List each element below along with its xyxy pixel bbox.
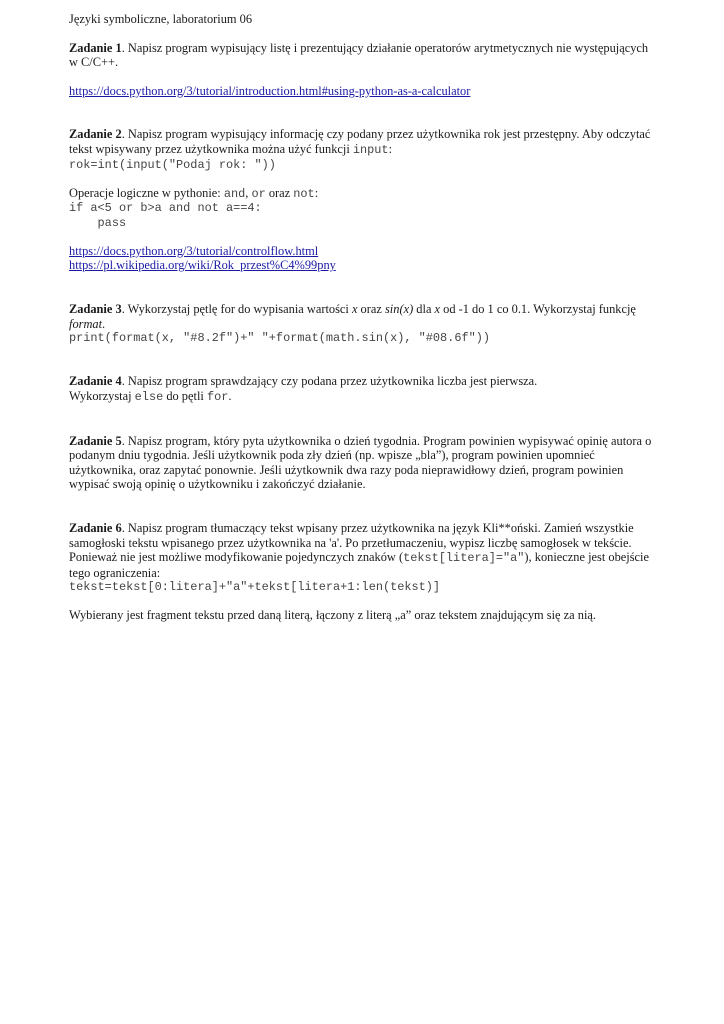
task-6-text-b: ), konieczne jest obejście tego ograniczenia: bbox=[69, 550, 649, 580]
task-2-colon: : bbox=[314, 185, 319, 200]
task-6-label: Zadanie 6 bbox=[69, 520, 122, 535]
task-2-link-1[interactable]: https://docs.python.org/3/tutorial/controlflow.html bbox=[69, 243, 319, 258]
task-6-note: Wybierany jest fragment tekstu przed daną literą, łączony z literą „a” oraz tekstem znajdującym się za nią. bbox=[69, 608, 596, 623]
task-2-kw-and: and bbox=[223, 186, 246, 201]
task-2-label: Zadanie 2 bbox=[69, 127, 122, 142]
task-3-text-d: od -1 do 1 co 0.1. Wykorzystaj funkcję bbox=[440, 301, 636, 316]
task-3-fn-sin: sin(x) bbox=[384, 301, 414, 316]
task-6-code-inline: tekst[litera]="a" bbox=[403, 551, 525, 566]
task-6-code: tekst=tekst[0:litera]+"a"+tekst[litera+1:len(tekst)] bbox=[69, 580, 441, 595]
task-2-sep: , bbox=[245, 185, 252, 200]
task-1-label: Zadanie 1 bbox=[69, 40, 122, 55]
task-2-input-keyword: input bbox=[352, 142, 389, 157]
task-3-paragraph bbox=[69, 302, 655, 331]
task-2-logic-prefix: Operacje logiczne w pythonie: bbox=[69, 185, 224, 200]
task-4-kw-for: for bbox=[206, 389, 229, 404]
task-5-label: Zadanie 5 bbox=[69, 433, 122, 448]
task-4-text-b: Wykorzystaj bbox=[69, 388, 135, 403]
task-4-text-a: . Napisz program sprawdzający czy podana przez użytkownika liczba jest pierwsza. bbox=[121, 374, 538, 389]
task-1-text: . Napisz program wypisujący listę i prezentujący działanie operatorów arytmetycznych nie występujących w C/C++. bbox=[69, 40, 649, 70]
task-3-code: print(format(x, "#8.2f")+" "+format(math.sin(x), "#08.6f")) bbox=[69, 331, 490, 346]
task-4-text-c: do pętli bbox=[163, 388, 207, 403]
task-4-line-2 bbox=[69, 389, 655, 405]
task-2-paragraph bbox=[69, 127, 655, 157]
task-3-var-x: x bbox=[351, 301, 358, 316]
task-4-text-d: . bbox=[228, 388, 232, 403]
task-2-oraz: oraz bbox=[265, 185, 294, 200]
task-5-text: . Napisz program, który pyta użytkownika o dzień tygodnia. Program powinien wypisywać opinię autora o podanym dniu tygodnia. Jeśli użytkownik poda zły dzień (np. wpisze „bla”), program powinien upomnieć użytkownika, oraz zapytać ponownie. Jeśli użytkownik dwa razy poda nieprawidłowy dzień, program powinien wypisać swoją opinię o użytkowniku i zakończyć działanie. bbox=[69, 433, 652, 492]
task-2-code-2: if a<5 or b>a and not a==4: bbox=[69, 201, 262, 216]
task-1-link[interactable]: https://docs.python.org/3/tutorial/introduction.html#using-python-as-a-calculator bbox=[69, 83, 471, 98]
task-2-code-1: rok=int(input("Podaj rok: ")) bbox=[69, 157, 276, 172]
task-3-label: Zadanie 3 bbox=[69, 301, 122, 316]
task-6-text-a: . Napisz program tłumaczący tekst wpisany przez użytkownika na język Kli**oński. Zamień wszystkie samogłoski tekstu wpisanego przez użytkownika na 'a'. Po przetłumaczeniu, wypisz liczbę samogłosek w tekście. Ponieważ nie jest możliwe modyfikowanie pojedynczych znaków ( bbox=[69, 520, 634, 565]
task-1-paragraph bbox=[69, 41, 655, 70]
task-4-label: Zadanie 4 bbox=[69, 374, 122, 389]
document-title: Języki symboliczne, laboratorium 06 bbox=[69, 12, 253, 26]
task-2-text-a: . Napisz program wypisujący informację czy podany przez użytkownika rok jest przestępny. Aby odczytać tekst wpisywany przez użytkownika można użyć funkcji bbox=[69, 127, 651, 156]
task-2-kw-or: or bbox=[251, 186, 266, 201]
document-content bbox=[69, 12, 655, 623]
task-2-text-b: : bbox=[388, 141, 393, 156]
task-2-code-3: pass bbox=[69, 215, 127, 230]
task-2-kw-not: not bbox=[293, 186, 315, 201]
task-3-text-e: . bbox=[102, 316, 106, 331]
task-2-link-2[interactable]: https://pl.wikipedia.org/wiki/Rok_przest%C4%99pny bbox=[69, 258, 336, 273]
task-3-text-b: oraz bbox=[357, 301, 385, 316]
task-3-text-c: dla bbox=[413, 301, 435, 316]
task-3-var-x2: x bbox=[434, 301, 441, 316]
task-2-logic-line bbox=[69, 186, 655, 202]
task-3-text-a: . Wykorzystaj pętlę for do wypisania wartości bbox=[121, 301, 352, 316]
task-3-fn-format: format bbox=[69, 316, 103, 331]
task-4-kw-else: else bbox=[134, 389, 164, 404]
task-5-paragraph bbox=[69, 434, 655, 492]
task-6-paragraph bbox=[69, 521, 655, 580]
task-4-line-1 bbox=[69, 374, 655, 389]
